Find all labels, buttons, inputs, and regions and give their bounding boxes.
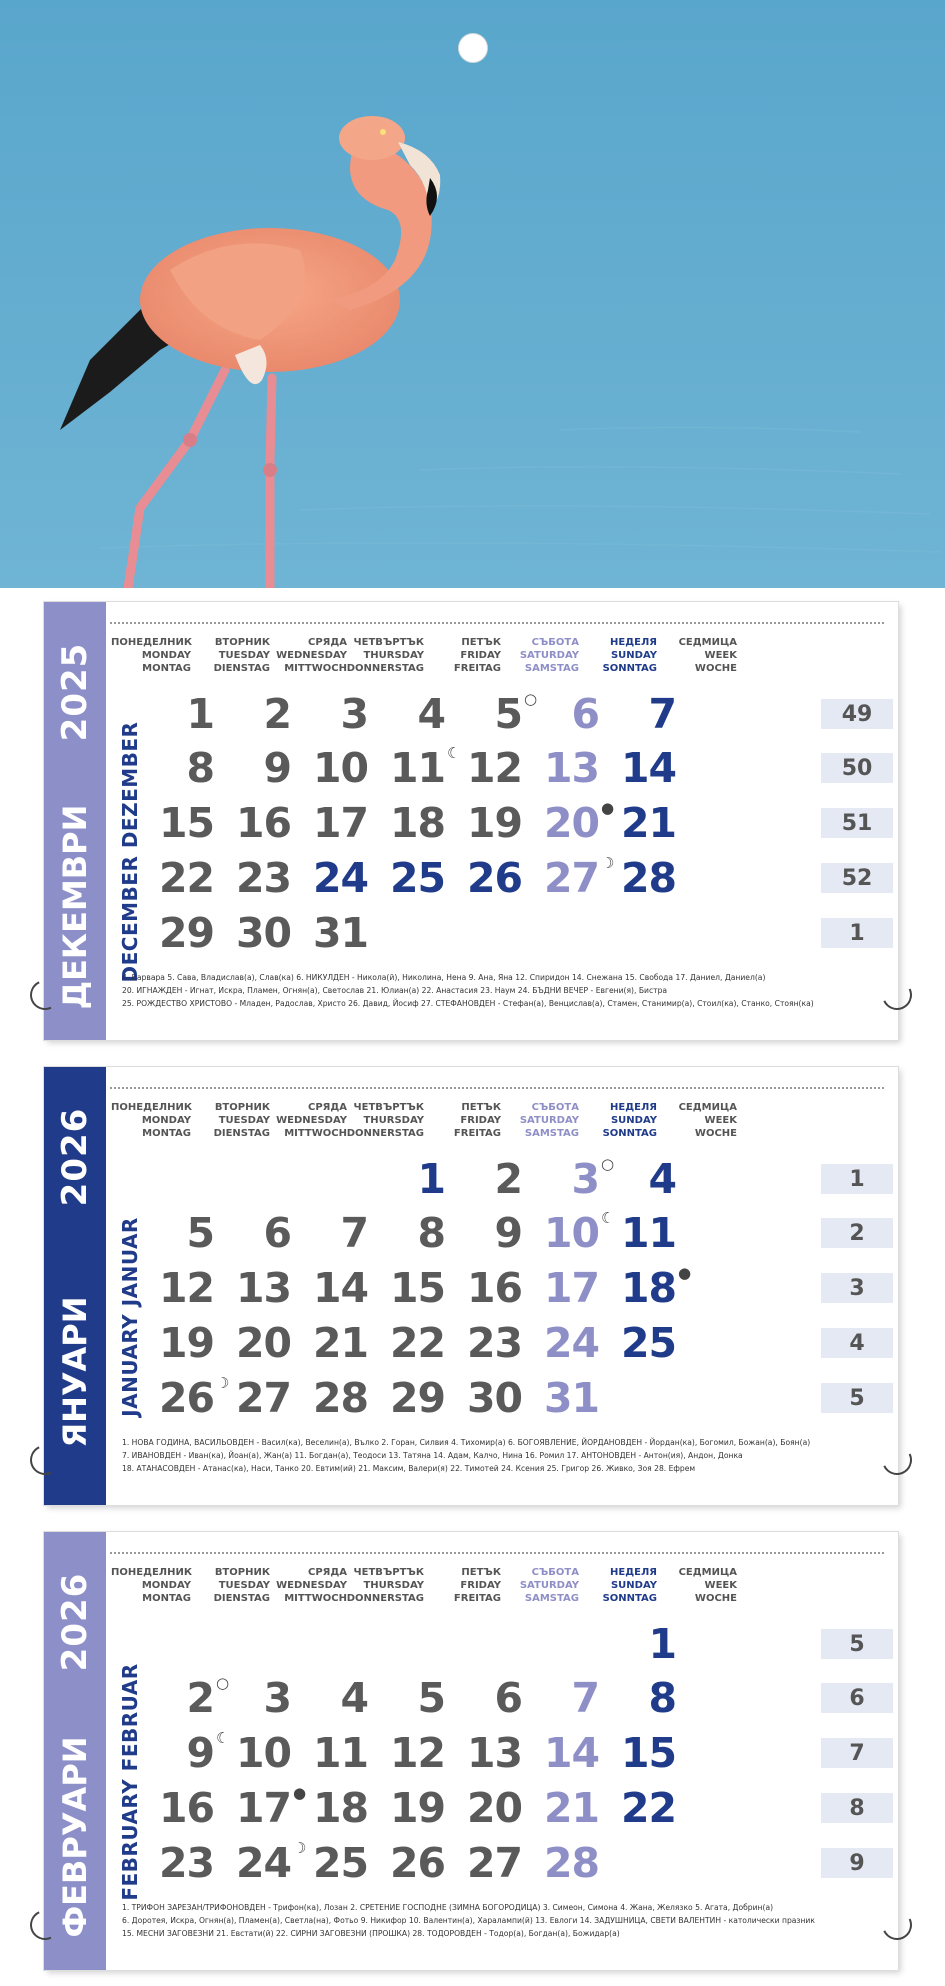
day-number[interactable]: 2 [263, 690, 291, 738]
hanging-hole [458, 33, 488, 63]
day-number[interactable]: 26 [158, 1374, 214, 1422]
month-band [44, 1067, 106, 1505]
day-number[interactable]: 17 [235, 1784, 291, 1832]
moon-phase-icon: ● [678, 1264, 692, 1282]
day-number[interactable]: 5 [494, 690, 522, 738]
day-number[interactable]: 28 [620, 854, 676, 902]
weekday-header [577, 1101, 657, 1140]
day-number[interactable]: 21 [543, 1784, 599, 1832]
weekday-bg: ВТОРНИК [214, 637, 270, 648]
moon-phase-icon: ☽ [293, 1839, 307, 1857]
day-number[interactable]: 22 [389, 1319, 445, 1367]
name-days-line: 4. Варвара 5. Сава, Владислав(а), Слав(ка) 6. НИКУЛДЕН - Никола(й), Николина, Нена 9. Ана, Яна 12. Спиридон 14. Снежана 15. Свобода 17. Даниел, Даниел(а) [122, 973, 766, 982]
weekday-en: TUESDAY [218, 650, 270, 661]
weekday-en: SUNDAY [610, 650, 657, 661]
weekday-en: SUNDAY [610, 1115, 657, 1126]
weekday-en: WEEK [704, 1115, 737, 1126]
weekday-header [190, 636, 270, 675]
weekday-header [421, 1101, 501, 1140]
divider-dots [110, 1552, 884, 1554]
weekday-de: DONNERSTAG [346, 1593, 424, 1604]
weekday-de: MONTAG [142, 663, 191, 674]
name-days-line: 20. ИГНАЖДЕН - Игнат, Искра, Пламен, Огнян(а), Светослав 21. Юлиан(а) 22. Анастасия 23. Наум 24. БЪДНИ ВЕЧЕР - Евгени(я), Бистра [122, 986, 668, 995]
moon-phase-icon: ☽ [216, 1374, 230, 1392]
weekday-bg: ЧЕТВЪРТЪК [353, 1567, 424, 1578]
calendar-photo [0, 0, 945, 588]
weekday-bg: НЕДЕЛЯ [610, 637, 657, 648]
week-number: 52 [841, 866, 873, 891]
day-number[interactable]: 8 [648, 1674, 676, 1722]
day-number[interactable]: 24 [543, 1319, 599, 1367]
week-number-cell [821, 1218, 893, 1248]
day-number[interactable]: 30 [235, 909, 291, 957]
weekday-header [267, 1566, 347, 1605]
day-number[interactable]: 9 [186, 1729, 214, 1777]
day-number[interactable]: 15 [389, 1264, 445, 1312]
day-number[interactable]: 19 [158, 1319, 214, 1367]
moon-phase-icon: ☾ [447, 744, 461, 762]
day-number[interactable]: 11 [389, 744, 445, 792]
weekday-header [111, 1101, 191, 1140]
day-number[interactable]: 12 [389, 1729, 445, 1777]
weekday-bg: СЪБОТА [531, 1567, 579, 1578]
weekday-header [344, 1101, 424, 1140]
day-number[interactable]: 7 [340, 1209, 368, 1257]
day-number[interactable]: 29 [389, 1374, 445, 1422]
weekday-en: THURSDAY [363, 650, 424, 661]
weekday-header [267, 1101, 347, 1140]
day-number[interactable]: 23 [158, 1839, 214, 1887]
week-number-cell [821, 918, 893, 948]
day-number[interactable]: 1 [648, 1620, 676, 1668]
flamingo-illustration [0, 0, 945, 588]
day-number[interactable]: 18 [312, 1784, 368, 1832]
moon-phase-icon: ☾ [601, 1209, 615, 1227]
day-number[interactable]: 31 [312, 909, 368, 957]
weekday-en: FRIDAY [460, 650, 501, 661]
name-days-line: 1. ТРИФОН ЗАРЕЗАН/ТРИФОНОВДЕН - Трифон(ка), Лозан 2. СРЕТЕНИЕ ГОСПОДНЕ (ЗИМНА БОГОРОДИЦА) 3. Симеон, Симона 4. Жана, Желязко 5. Агата, Добрин(а) [122, 1903, 774, 1912]
weekday-bg: СЕДМИЦА [678, 1567, 737, 1578]
day-number[interactable]: 9 [494, 1209, 522, 1257]
weekday-bg: ПОНЕДЕЛНИК [111, 637, 193, 648]
day-number[interactable]: 9 [263, 744, 291, 792]
day-number[interactable]: 27 [543, 854, 599, 902]
day-number[interactable]: 28 [312, 1374, 368, 1422]
week-number: 2 [849, 1221, 865, 1246]
weekday-en: SATURDAY [519, 650, 579, 661]
day-number[interactable]: 3 [571, 1155, 599, 1203]
weekday-header [421, 1566, 501, 1605]
weekday-de: SAMSTAG [524, 1128, 579, 1139]
weekday-de: DIENSTAG [213, 1593, 270, 1604]
day-number[interactable]: 12 [466, 744, 522, 792]
day-number[interactable]: 13 [466, 1729, 522, 1777]
day-number[interactable]: 26 [389, 1839, 445, 1887]
weekday-header [499, 636, 579, 675]
day-number[interactable]: 7 [648, 690, 676, 738]
weekday-en: WEDNESDAY [276, 1580, 347, 1591]
name-days-line: 25. РОЖДЕСТВО ХРИСТОВО - Младен, Радослав, Христо 26. Давид, Йосиф 27. СТЕФАНОВДЕН - Стефан(а), Венцислав(а), Стамен, Станимир(а), Стоил(ка), Станко, Стоян(ка) [122, 999, 814, 1008]
month-name-en-de: FEBRUARY FEBRUAR [118, 1663, 142, 1901]
day-number[interactable]: 19 [466, 799, 522, 847]
weekday-en: TUESDAY [218, 1115, 270, 1126]
weekday-header [190, 1101, 270, 1140]
week-number: 51 [841, 811, 873, 836]
day-number[interactable]: 15 [620, 1729, 676, 1777]
weekday-en: SUNDAY [610, 1580, 657, 1591]
day-number[interactable]: 13 [543, 744, 599, 792]
month-band [44, 602, 106, 1040]
weekday-header [190, 1566, 270, 1605]
month-name-bg: ФЕВРУАРИ [56, 1736, 94, 1938]
weekday-bg: НЕДЕЛЯ [610, 1567, 657, 1578]
weekday-bg: ВТОРНИК [214, 1567, 270, 1578]
day-number[interactable]: 4 [648, 1155, 676, 1203]
day-number[interactable]: 4 [417, 690, 445, 738]
weekday-header [267, 636, 347, 675]
day-number[interactable]: 15 [158, 799, 214, 847]
week-number-cell [821, 1164, 893, 1194]
day-number[interactable]: 24 [235, 1839, 291, 1887]
week-number: 3 [849, 1276, 865, 1301]
weekday-en: SATURDAY [519, 1115, 579, 1126]
day-number[interactable]: 10 [235, 1729, 291, 1777]
week-number-cell [821, 1328, 893, 1358]
day-number[interactable]: 17 [312, 799, 368, 847]
day-number[interactable]: 14 [620, 744, 676, 792]
month-name-bg: ЯНУАРИ [56, 1296, 94, 1448]
weekday-en: TUESDAY [218, 1580, 270, 1591]
day-number[interactable]: 11 [312, 1729, 368, 1777]
day-number[interactable]: 10 [543, 1209, 599, 1257]
day-number[interactable]: 3 [340, 690, 368, 738]
weekday-bg: ПОНЕДЕЛНИК [111, 1567, 193, 1578]
day-number[interactable]: 2 [494, 1155, 522, 1203]
day-number[interactable]: 22 [158, 854, 214, 902]
day-number[interactable]: 27 [235, 1374, 291, 1422]
weekday-header [499, 1566, 579, 1605]
weekday-bg: ЧЕТВЪРТЪК [353, 637, 424, 648]
week-number: 6 [849, 1686, 865, 1711]
name-days-line: 18. АТАНАСОВДЕН - Атанас(ка), Наси, Танко 20. Евтим(ий) 21. Максим, Валери(я) 22. Тимотей 24. Ксения 25. Григор 26. Живко, Зоя 28. Ефрем [122, 1464, 696, 1473]
month-name-bg: ДЕКЕМВРИ [56, 804, 94, 1010]
weekday-de: MONTAG [142, 1128, 191, 1139]
day-number[interactable]: 21 [312, 1319, 368, 1367]
year-label: 2026 [55, 1572, 95, 1672]
week-number-cell [821, 1738, 893, 1768]
day-number[interactable]: 28 [543, 1839, 599, 1887]
day-number[interactable]: 14 [312, 1264, 368, 1312]
moon-phase-icon: ● [293, 1784, 307, 1802]
day-number[interactable]: 16 [235, 799, 291, 847]
weekday-de: SONNTAG [602, 1593, 657, 1604]
weekday-de: MITTWOCH [284, 1593, 347, 1604]
month-name-en-de: JANUARY JANUAR [118, 1217, 142, 1417]
day-number[interactable]: 8 [417, 1209, 445, 1257]
weekday-en: WEEK [704, 650, 737, 661]
day-number[interactable]: 5 [417, 1674, 445, 1722]
weekday-de: SAMSTAG [524, 1593, 579, 1604]
moon-phase-icon: ☾ [216, 1729, 230, 1747]
weekday-en: WEDNESDAY [276, 1115, 347, 1126]
week-number: 49 [841, 702, 873, 727]
month-panel [44, 602, 898, 1040]
week-number: 7 [849, 1741, 865, 1766]
week-number-cell [821, 1848, 893, 1878]
week-number-cell [821, 1273, 893, 1303]
weekday-bg: ЧЕТВЪРТЪК [353, 1102, 424, 1113]
day-number[interactable]: 13 [235, 1264, 291, 1312]
weekday-en: FRIDAY [460, 1580, 501, 1591]
day-number[interactable]: 11 [620, 1209, 676, 1257]
weekday-header [111, 1566, 191, 1605]
weekday-bg: СРЯДА [307, 637, 347, 648]
weekday-bg: НЕДЕЛЯ [610, 1102, 657, 1113]
day-number[interactable]: 5 [186, 1209, 214, 1257]
week-number: 9 [849, 1851, 865, 1876]
weekday-bg: СРЯДА [307, 1567, 347, 1578]
moon-phase-icon: ○ [601, 1155, 615, 1173]
week-number-cell [821, 1629, 893, 1659]
name-days-line: 6. Доротея, Искра, Огнян(а), Пламен(а), Светла(на), Фотьо 9. Никифор 10. Валентин(а), Харалампи(й) 13. Евлоги 14. ЗАДУШНИЦА, СВЕТИ ВАЛЕНТИН - католически празник [122, 1916, 815, 1925]
week-number-cell [821, 808, 893, 838]
weekday-de: SAMSTAG [524, 663, 579, 674]
weekday-bg: ПЕТЪК [461, 1102, 501, 1113]
day-number[interactable]: 1 [186, 690, 214, 738]
month-name-en-de: DECEMBER DEZEMBER [118, 721, 142, 983]
day-number[interactable]: 3 [263, 1674, 291, 1722]
moon-phase-icon: ● [601, 799, 615, 817]
moon-phase-icon: ☽ [601, 854, 615, 872]
day-number[interactable]: 19 [389, 1784, 445, 1832]
weekday-de: WOCHE [694, 663, 737, 674]
day-number[interactable]: 25 [312, 1839, 368, 1887]
week-number-cell [821, 1683, 893, 1713]
day-number[interactable]: 18 [620, 1264, 676, 1312]
weekday-en: THURSDAY [363, 1580, 424, 1591]
week-number: 50 [841, 756, 873, 781]
name-days-line: 15. МЕСНИ ЗАГОВЕЗНИ 21. Евстати(й) 22. СИРНИ ЗАГОВЕЗНИ (ПРОШКА) 28. ТОДОРОВДЕН - Тодор(а), Богдан(а), Божидар(а) [122, 1929, 620, 1938]
day-number[interactable]: 16 [466, 1264, 522, 1312]
day-number[interactable]: 2 [186, 1674, 214, 1722]
weekday-en: THURSDAY [363, 1115, 424, 1126]
day-number[interactable]: 20 [235, 1319, 291, 1367]
weekday-en: MONDAY [141, 650, 191, 661]
month-panel [44, 1532, 898, 1970]
day-number[interactable]: 23 [235, 854, 291, 902]
divider-dots [110, 1087, 884, 1089]
weekday-en: WEEK [704, 1580, 737, 1591]
weekday-de: DONNERSTAG [346, 663, 424, 674]
day-number[interactable]: 6 [494, 1674, 522, 1722]
week-number-cell [821, 1793, 893, 1823]
weekday-bg: СЪБОТА [531, 1102, 579, 1113]
weekday-de: SONNTAG [602, 663, 657, 674]
weekday-en: WEDNESDAY [276, 650, 347, 661]
week-number-cell [821, 1383, 893, 1413]
weekday-bg: ПОНЕДЕЛНИК [111, 1102, 193, 1113]
day-number[interactable]: 10 [312, 744, 368, 792]
day-number[interactable]: 24 [312, 854, 368, 902]
day-number[interactable]: 18 [389, 799, 445, 847]
name-days-line: 1. НОВА ГОДИНА, ВАСИЛЬОВДЕН - Васил(ка), Веселин(а), Вълко 2. Горан, Силвия 4. Тихомир(а) 6. БОГОЯВЛЕНИЕ, ЙОРДАНОВДЕН - Йордан(ка), Богомил, Божан(а), Боян(а) [122, 1438, 811, 1447]
day-number[interactable]: 6 [571, 690, 599, 738]
weekday-de: MITTWOCH [284, 1128, 347, 1139]
weekday-de: MITTWOCH [284, 663, 347, 674]
day-number[interactable]: 20 [466, 1784, 522, 1832]
weekday-bg: ПЕТЪК [461, 637, 501, 648]
day-number[interactable]: 26 [466, 854, 522, 902]
divider-dots [110, 622, 884, 624]
weekday-bg: СЕДМИЦА [678, 1102, 737, 1113]
week-number: 1 [849, 1167, 865, 1192]
weekday-de: FREITAG [453, 663, 501, 674]
year-label: 2025 [55, 642, 95, 742]
week-number-cell [821, 863, 893, 893]
day-number[interactable]: 12 [158, 1264, 214, 1312]
weekday-de: DONNERSTAG [346, 1128, 424, 1139]
weekday-de: FREITAG [453, 1593, 501, 1604]
day-number[interactable]: 23 [466, 1319, 522, 1367]
weekday-header [344, 636, 424, 675]
day-number[interactable]: 27 [466, 1839, 522, 1887]
week-number: 5 [849, 1386, 865, 1411]
weekday-en: MONDAY [141, 1115, 191, 1126]
weekday-header [111, 636, 191, 675]
weekday-header [344, 1566, 424, 1605]
weekday-en: MONDAY [141, 1580, 191, 1591]
day-number[interactable]: 4 [340, 1674, 368, 1722]
week-number-cell [821, 753, 893, 783]
weekday-de: WOCHE [694, 1128, 737, 1139]
moon-phase-icon: ○ [524, 690, 538, 708]
week-number-cell [821, 699, 893, 729]
weekday-header [657, 1101, 737, 1140]
weekday-en: SATURDAY [519, 1580, 579, 1591]
weekday-bg: СЪБОТА [531, 637, 579, 648]
day-number[interactable]: 20 [543, 799, 599, 847]
week-number: 5 [849, 1632, 865, 1657]
day-number[interactable]: 21 [620, 799, 676, 847]
weekday-de: MONTAG [142, 1593, 191, 1604]
month-panel [44, 1067, 898, 1505]
weekday-header [657, 636, 737, 675]
weekday-bg: ПЕТЪК [461, 1567, 501, 1578]
day-number[interactable]: 22 [620, 1784, 676, 1832]
weekday-header [577, 1566, 657, 1605]
weekday-header [577, 636, 657, 675]
day-number[interactable]: 31 [543, 1374, 599, 1422]
weekday-header [499, 1101, 579, 1140]
weekday-bg: СРЯДА [307, 1102, 347, 1113]
weekday-header [657, 1566, 737, 1605]
weekday-bg: СЕДМИЦА [678, 637, 737, 648]
weekday-de: FREITAG [453, 1128, 501, 1139]
weekday-de: DIENSTAG [213, 663, 270, 674]
day-number[interactable]: 1 [417, 1155, 445, 1203]
weekday-en: FRIDAY [460, 1115, 501, 1126]
year-label: 2026 [55, 1107, 95, 1207]
day-number[interactable]: 16 [158, 1784, 214, 1832]
day-number[interactable]: 8 [186, 744, 214, 792]
day-number[interactable]: 17 [543, 1264, 599, 1312]
day-number[interactable]: 25 [389, 854, 445, 902]
weekday-de: DIENSTAG [213, 1128, 270, 1139]
week-number: 4 [849, 1331, 865, 1356]
day-number[interactable]: 29 [158, 909, 214, 957]
moon-phase-icon: ○ [216, 1674, 230, 1692]
day-number[interactable]: 14 [543, 1729, 599, 1777]
weekday-bg: ВТОРНИК [214, 1102, 270, 1113]
weekday-de: SONNTAG [602, 1128, 657, 1139]
day-number[interactable]: 6 [263, 1209, 291, 1257]
day-number[interactable]: 25 [620, 1319, 676, 1367]
weekday-header [421, 636, 501, 675]
day-number[interactable]: 7 [571, 1674, 599, 1722]
month-band [44, 1532, 106, 1970]
week-number: 8 [849, 1796, 865, 1821]
weekday-de: WOCHE [694, 1593, 737, 1604]
day-number[interactable]: 30 [466, 1374, 522, 1422]
name-days-line: 7. ИВАНОВДЕН - Иван(ка), Йоан(а), Жан(а) 11. Богдан(а), Теодоси 13. Татяна 14. Адам, Калчо, Нина 16. Ромил 17. АНТОНОВДЕН - Антон(ия), Андон, Донка [122, 1451, 743, 1460]
week-number: 1 [849, 921, 865, 946]
